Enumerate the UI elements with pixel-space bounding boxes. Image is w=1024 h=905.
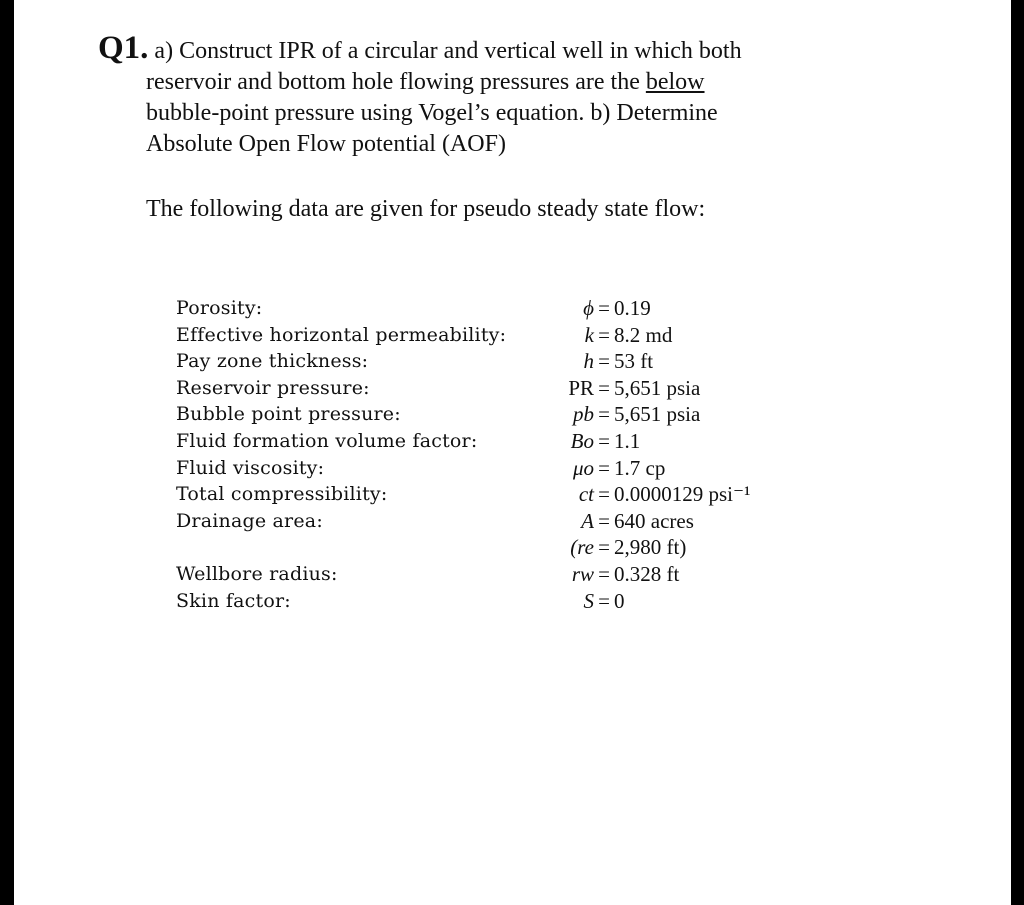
data-label: Porosity: [176, 297, 263, 319]
data-value-row [534, 428, 750, 455]
value-text: 5,651 psia [614, 402, 701, 427]
value-symbol: h [583, 349, 594, 374]
data-label: Pay zone thickness: [176, 350, 369, 373]
equals-sign: = [598, 322, 610, 347]
data-value-row [534, 455, 750, 482]
data-value-row [534, 561, 750, 588]
data-value-row [534, 322, 750, 349]
equals-sign: = [598, 535, 610, 560]
data-value-row [534, 348, 750, 375]
value-text: 53 ft [614, 349, 654, 374]
data-label: Effective horizontal permeability: [176, 323, 507, 346]
question-line-1 [98, 32, 742, 67]
value-text: 2,980 ft) [614, 535, 687, 560]
value-text: 8.2 md [614, 322, 673, 347]
question-text-line: Absolute Open Flow potential (AOF) [146, 131, 506, 157]
data-value-row [534, 588, 750, 615]
equals-sign: = [598, 349, 610, 374]
equals-sign: = [598, 455, 610, 480]
value-text: 0 [614, 588, 625, 613]
equals-sign: = [598, 508, 610, 533]
data-values-column [534, 295, 750, 614]
data-label: Wellbore radius: [176, 562, 338, 585]
data-intro: The following data are given for pseudo steady state flow: [146, 196, 706, 222]
data-value-row [534, 401, 750, 428]
data-label: Fluid viscosity: [176, 456, 325, 479]
data-value-row [534, 481, 750, 508]
value-symbol: (re [570, 535, 594, 560]
underlined-word: below [645, 69, 705, 95]
question-text-line: reservoir and bottom hole flowing pressures are the [146, 69, 646, 95]
value-symbol: PR [568, 375, 594, 400]
question-line-2 [146, 66, 705, 98]
value-symbol: Bo [570, 428, 594, 453]
value-symbol: ϕ [583, 296, 594, 320]
equals-sign: = [598, 561, 610, 586]
data-label: Bubble point pressure: [176, 403, 401, 426]
question-text-line: bubble-point pressure using Vogel’s equation. b) Determine [146, 100, 718, 126]
value-symbol: pb [573, 402, 594, 427]
data-value-row [534, 508, 750, 535]
question-number: Q1. [98, 30, 149, 66]
document-page [14, 0, 1011, 905]
equals-sign: = [598, 482, 610, 507]
data-value-row [534, 375, 750, 402]
equals-sign: = [598, 428, 610, 453]
data-labels-column [176, 295, 506, 614]
value-text: 1.7 cp [614, 455, 666, 480]
value-text: 5,651 psia [614, 375, 701, 400]
value-symbol: rw [571, 561, 594, 586]
data-label-blank [176, 534, 506, 561]
value-symbol: A [581, 508, 594, 533]
value-symbol: ct [578, 482, 594, 507]
value-text: 1.1 [614, 428, 641, 453]
equals-sign: = [598, 588, 610, 613]
data-label: Reservoir pressure: [176, 376, 370, 399]
data-label: Drainage area: [176, 509, 323, 532]
data-value-row [534, 295, 750, 322]
equals-sign: = [598, 375, 610, 400]
value-symbol: S [583, 588, 594, 613]
value-symbol: μo [572, 455, 594, 480]
question-line-3 [146, 97, 718, 129]
question-line-4 [146, 128, 506, 160]
data-value-row [534, 534, 750, 561]
value-text: 0.0000129 psi⁻¹ [614, 482, 751, 507]
value-text: 0.328 ft [614, 561, 680, 586]
data-label: Skin factor: [176, 589, 291, 612]
question-text-line: a) Construct IPR of a circular and vertical well in which both [154, 38, 742, 64]
value-text: 640 acres [614, 508, 694, 533]
value-symbol: k [584, 322, 594, 347]
data-label: Fluid formation volume factor: [176, 429, 478, 452]
data-label: Total compressibility: [176, 483, 388, 506]
value-text: 0.19 [614, 296, 651, 320]
equals-sign: = [598, 296, 610, 320]
equals-sign: = [598, 402, 610, 427]
